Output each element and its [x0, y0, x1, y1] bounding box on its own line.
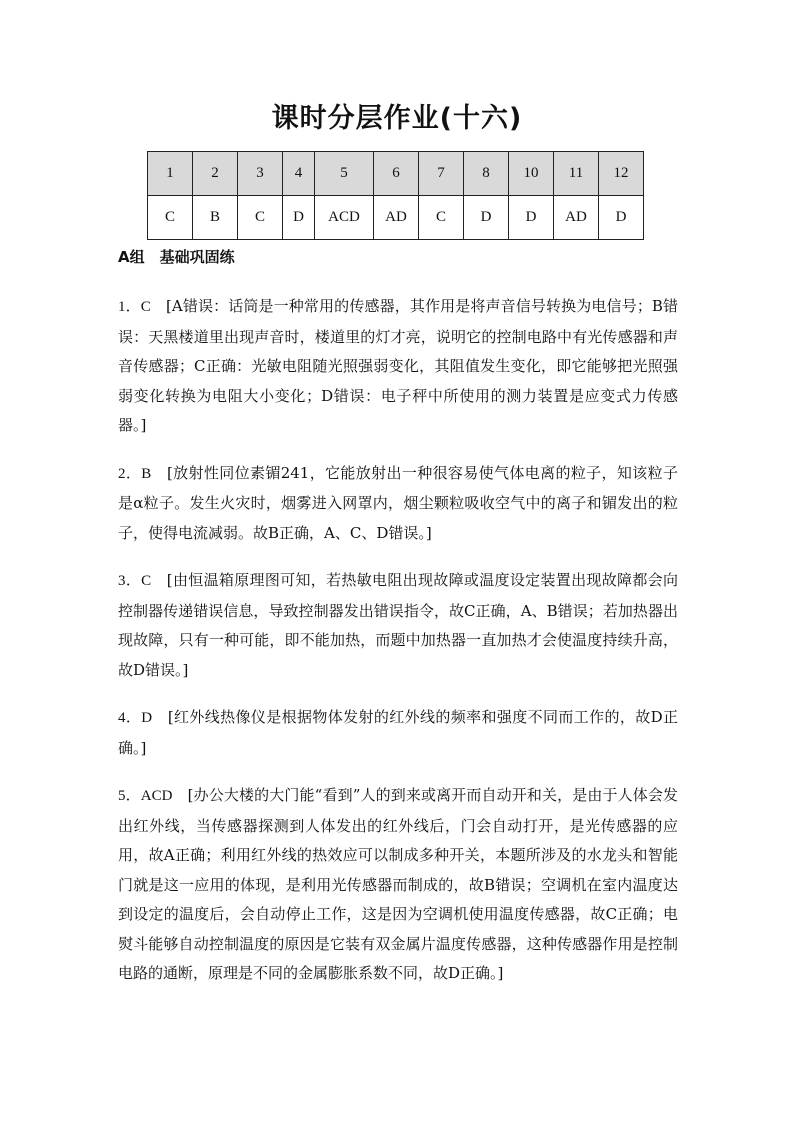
- question-number-cell: 7: [419, 152, 464, 196]
- answer-cell: D: [509, 196, 554, 240]
- answer-explanation-list: [118, 292, 678, 1007]
- answer-label: 2．B: [118, 465, 152, 482]
- answer-label: 4．D: [118, 710, 153, 726]
- question-number-cell: 3: [238, 152, 283, 196]
- answer-explanation: [118, 566, 678, 685]
- answer-explanation: [118, 292, 678, 441]
- answer-cell: D: [599, 196, 644, 240]
- answer-cell: ACD: [315, 196, 374, 240]
- question-number-cell: 8: [464, 152, 509, 196]
- question-number-cell: 4: [283, 152, 315, 196]
- question-number-cell: 5: [315, 152, 374, 196]
- question-number-cell: 1: [148, 152, 193, 196]
- question-number-cell: 10: [509, 152, 554, 196]
- explanation-text: [红外线热像仪是根据物体发射的红外线的频率和强度不同而工作的，故D正确。]: [118, 708, 678, 757]
- answer-cell: AD: [374, 196, 419, 240]
- explanation-text: [放射性同位素镅241，它能放射出一种很容易使气体电离的粒子，知该粒子是α粒子。发生火灾时，烟雾进入网罩内，烟尘颗粒吸收空气中的离子和镅发出的粒子，使得电流减弱。故B正确，A、C、D错误。]: [118, 463, 678, 542]
- question-number-cell: 11: [554, 152, 599, 196]
- section-heading: A组 基础巩固练: [118, 248, 235, 266]
- question-number-cell: 6: [374, 152, 419, 196]
- answer-cell: C: [238, 196, 283, 240]
- question-number-cell: 12: [599, 152, 644, 196]
- page-title: 课时分层作业(十六): [271, 103, 523, 134]
- answer-cell: AD: [554, 196, 599, 240]
- question-number-cell: 2: [193, 152, 238, 196]
- answer-explanation: [118, 703, 678, 763]
- explanation-text: [A错误：话筒是一种常用的传感器，其作用是将声音信号转换为电信号；B错误：天黑楼道里出现声音时，楼道里的灯才亮，说明它的控制电路中有光传感器和声音传感器；C正确：光敏电阻随光照强弱变化，其阻值发生变化，即它能够把光照强弱变化转换为电阻大小变化；D错误：电子秤中所使用的测力装置是应变式力传感器。]: [118, 297, 678, 434]
- answer-label: 3．C: [118, 573, 152, 589]
- answer-label: 1．C: [118, 299, 151, 315]
- answer-cell: D: [464, 196, 509, 240]
- answer-row: [148, 196, 644, 240]
- answer-explanation: [118, 459, 678, 549]
- answer-cell: D: [283, 196, 315, 240]
- answer-label: 5．ACD: [118, 788, 173, 804]
- answer-cell: C: [419, 196, 464, 240]
- explanation-text: [办公大楼的大门能“看到”人的到来或离开而自动开和关，是由于人体会发出红外线，当传感器探测到人体发出的红外线后，门会自动打开，是光传感器的应用，故A正确；利用红外线的热效应可以制成多种开关，本题所涉及的水龙头和智能门就是这一应用的体现，是利用光传感器而制成的，故B错误；空调机在室内温度达到设定的温度后，会自动停止工作，这是因为空调机使用温度传感器，故C正确；电熨斗能够自动控制温度的原因是它装有双金属片温度传感器，这种传感器作用是控制电路的通断，原理是不同的金属膨胀系数不同，故D正确。]: [118, 786, 678, 982]
- answer-explanation: [118, 781, 678, 989]
- answer-table: [147, 151, 644, 240]
- explanation-text: [由恒温箱原理图可知，若热敏电阻出现故障或温度设定装置出现故障都会向控制器传递错误信息，导致控制器发出错误指令，故C正确，A、B错误；若加热器出现故障，只有一种可能，即不能加热，而题中加热器一直加热才会使温度持续升高，故D错误。]: [118, 571, 678, 679]
- answer-cell: B: [193, 196, 238, 240]
- answer-cell: C: [148, 196, 193, 240]
- question-number-row: [148, 152, 644, 196]
